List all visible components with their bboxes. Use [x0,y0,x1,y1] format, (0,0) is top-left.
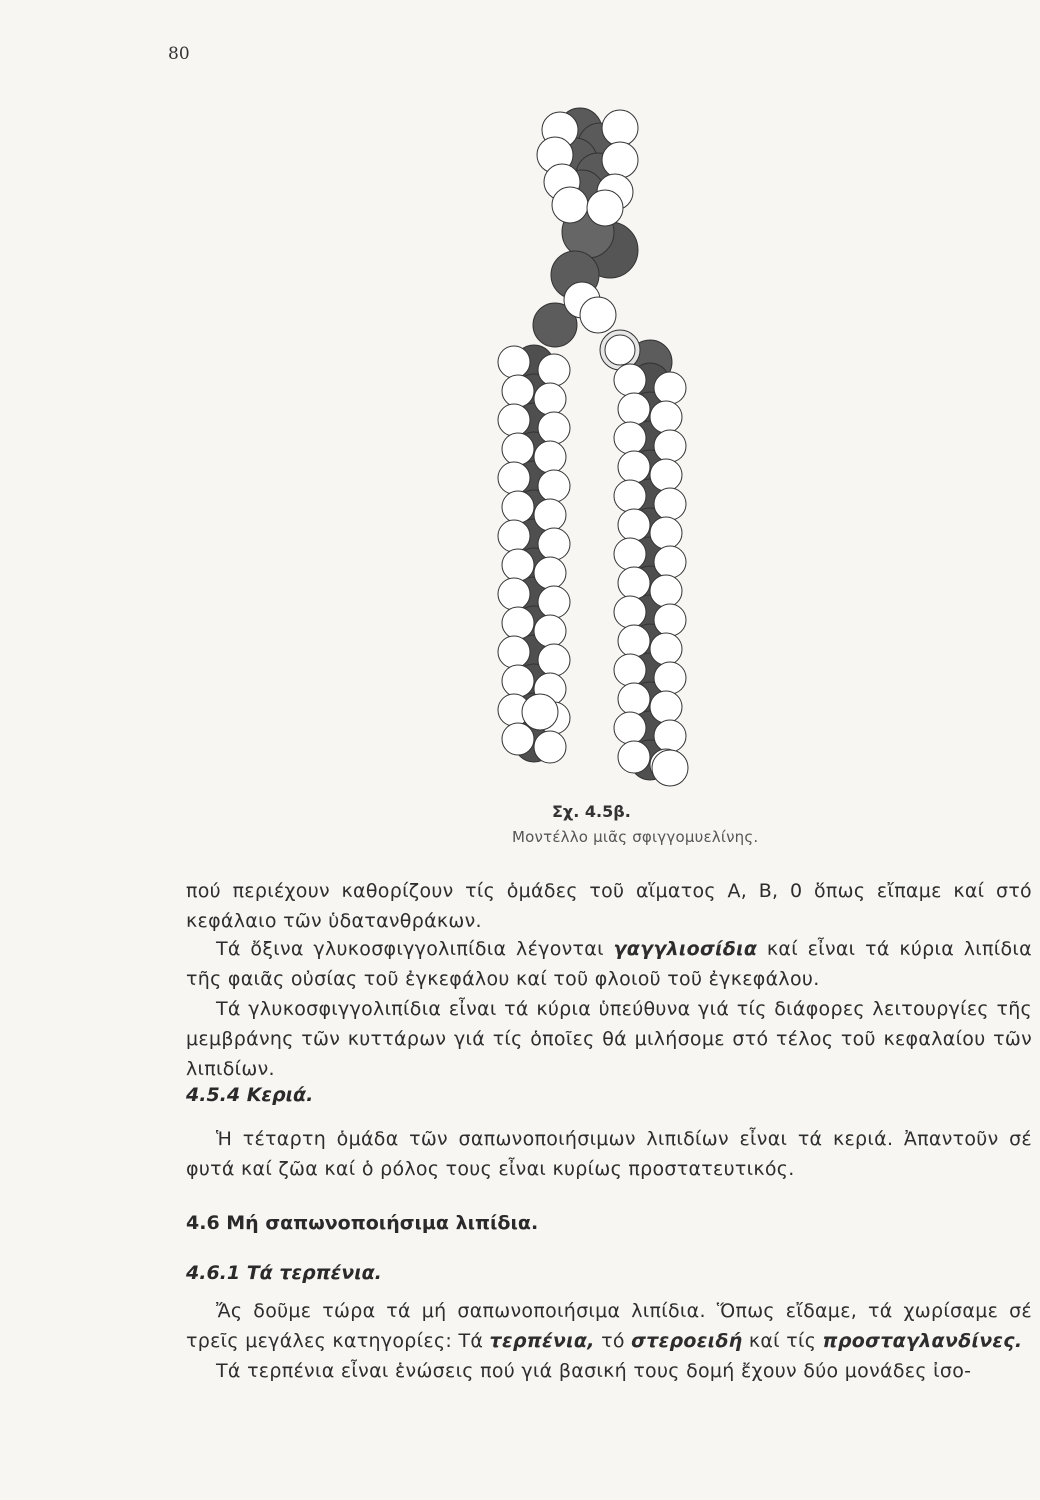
hydrogen-atom [602,142,638,178]
hydrogen-atom [605,335,635,365]
chain-hydrogen [618,567,650,599]
chain-hydrogen [498,636,530,668]
chain-hydrogen [650,517,682,549]
chain-hydrogen [650,575,682,607]
chain-hydrogen [654,372,686,404]
chain-hydrogen [618,451,650,483]
chain-hydrogen [534,557,566,589]
chain-hydrogen [652,750,688,786]
chain-hydrogen [654,488,686,520]
figure-label: Σχ. 4.5β. [552,802,631,821]
term-terpenes: τερπένια, [489,1330,595,1352]
section-heading-4-6-1: 4.6.1 Τά τερπένια. [186,1262,382,1284]
chain-hydrogen [654,604,686,636]
chain-hydrogen [618,509,650,541]
term-steroids: στεροειδή [631,1330,743,1352]
hydrogen-atom [580,297,616,333]
term-prostaglandins: προσταγλανδίνες. [822,1330,1023,1352]
paragraph-5-connector-2: καί τίς [742,1330,823,1352]
chain-hydrogen [538,644,570,676]
chain-hydrogen [538,528,570,560]
hydrogen-atom [587,190,623,226]
chain-hydrogen [502,375,534,407]
paragraph-4 [186,1124,1032,1184]
chain-hydrogen [654,546,686,578]
chain-hydrogen [538,354,570,386]
chain-hydrogen [502,549,534,581]
chain-hydrogen [534,383,566,415]
paragraph-3-text: Τά γλυκοσφιγγολιπίδια εἶναι τά κύρια ὑπεύθυνα γιά τίς διάφορες λειτουργίες τῆς μεμβράνης τῶν κυττάρων γιά τίς ὁποῖες θά μιλήσομε στό τέλος τοῦ κεφαλαίου τῶν λιπιδίων. [186,998,1032,1080]
chain-hydrogen [502,665,534,697]
chain-hydrogen [654,662,686,694]
chain-hydrogen [534,731,566,763]
chain-hydrogen [498,346,530,378]
chain-hydrogen [502,607,534,639]
chain-hydrogen [650,401,682,433]
chain-hydrogen [618,625,650,657]
paragraph-5-text: Ἄς δοῦμε τώρα τά μή σαπωνοποιήσιμα λιπίδια. Ὅπως εἴδαμε, τά χωρίσαμε σέ τρεῖς μεγάλες κατηγορίες: Τά [186,1300,1032,1352]
chain-hydrogen [614,712,646,744]
paragraph-6-text: Τά τερπένια εἶναι ἑνώσεις πού γιά βασική τους δομή ἔχουν δύο μονάδες ἰσο- [216,1360,972,1382]
chain-hydrogen [498,462,530,494]
paragraph-5 [186,1296,1032,1356]
chain-hydrogen [650,459,682,491]
chain-hydrogen [614,538,646,570]
chain-hydrogen [618,683,650,715]
chain-hydrogen [614,654,646,686]
chain-hydrogen [522,694,558,730]
figure-caption: Μοντέλλο μιᾶς σφιγγομυελίνης. [512,828,759,846]
chain-hydrogen [498,404,530,436]
paragraph-5-connector-1: τό [594,1330,632,1352]
hydrogen-atom [552,187,588,223]
chain-hydrogen [618,393,650,425]
chain-hydrogen [650,633,682,665]
chain-hydrogen [654,720,686,752]
paragraph-6 [186,1356,1032,1386]
chain-hydrogen [502,491,534,523]
section-heading-4-6: 4.6 Μή σαπωνοποιήσιμα λιπίδια. [186,1212,539,1234]
chain-hydrogen [650,691,682,723]
chain-hydrogen [502,433,534,465]
chain-hydrogen [614,596,646,628]
paragraph-1: πού περιέχουν καθορίζουν τίς ὁμάδες τοῦ αἵματος Α, Β, 0 ὅπως εἴπαμε καί στό κεφάλαιο τῶν ὑδατανθράκων. [186,880,1032,932]
paragraph-4-text: Ἡ τέταρτη ὁμάδα τῶν σαπωνοποιήσιμων λιπιδίων εἶναι τά κεριά. Ἀπαντοῦν σέ φυτά καί ζῶα καί ὁ ρόλος τους εἶναι κυρίως προστατευτικός. [186,1128,1032,1180]
chain-hydrogen [614,364,646,396]
page-number: 80 [168,44,190,64]
term-gangliosides: γαγγλιοσίδια [613,938,758,960]
chain-hydrogen [538,412,570,444]
chain-hydrogen [498,578,530,610]
chain-hydrogen [534,441,566,473]
hydrogen-atom [602,110,638,146]
paragraph-2 [186,934,1032,994]
chain-hydrogen [614,480,646,512]
chain-hydrogen [654,430,686,462]
chain-hydrogen [538,586,570,618]
chain-hydrogen [502,723,534,755]
section-heading-4-5-4: 4.5.4 Κεριά. [186,1084,314,1106]
paragraph-3 [186,994,1032,1084]
chain-hydrogen [538,470,570,502]
chain-hydrogen [534,615,566,647]
chain-hydrogen [534,499,566,531]
chain-hydrogen [618,741,650,773]
chain-hydrogen [614,422,646,454]
paragraph-2-text-end: καί εἶναι τά κύρια λιπίδια τῆς φαιᾶς οὐσίας τοῦ ἐγκεφάλου καί τοῦ φλοιοῦ τοῦ ἐγκεφάλου. [186,938,1032,990]
paragraph-2-text: Τά ὄξινα γλυκοσφιγγολιπίδια λέγονται [216,938,614,960]
sphingomyelin-model-figure [470,100,730,800]
chain-hydrogen [498,520,530,552]
